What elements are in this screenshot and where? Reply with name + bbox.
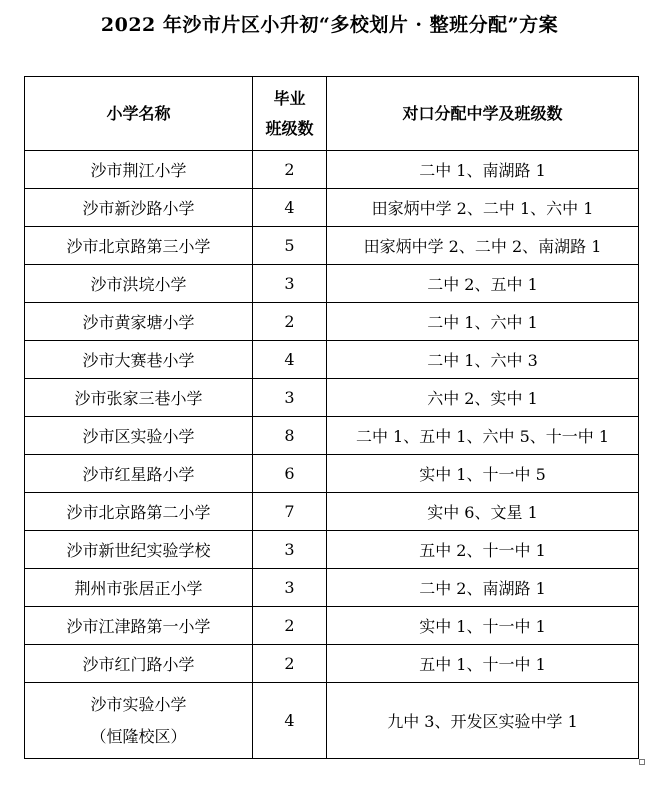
header-school-name: 小学名称 xyxy=(25,77,253,151)
class-count-cell: 4 xyxy=(253,341,327,379)
table-row xyxy=(25,341,639,379)
school-name-cell: 沙市区实验小学 xyxy=(25,417,253,455)
assignment-cell: 实中 6、文星 1 xyxy=(327,493,639,531)
table-row xyxy=(25,151,639,189)
class-count-cell: 3 xyxy=(253,569,327,607)
table-row xyxy=(25,227,639,265)
class-count-cell: 6 xyxy=(253,455,327,493)
document-title: 2022 年沙市片区小升初“多校划片 · 整班分配”方案 xyxy=(100,14,559,36)
table-row xyxy=(25,379,639,417)
class-count-cell: 2 xyxy=(253,645,327,683)
table-row xyxy=(25,683,639,759)
header-graduating-classes xyxy=(253,77,327,151)
school-name-cell: 沙市大赛巷小学 xyxy=(25,341,253,379)
table-row xyxy=(25,569,639,607)
corner-marker xyxy=(639,759,645,765)
school-name-cell: 沙市红门路小学 xyxy=(25,645,253,683)
header-classes-line2: 班级数 xyxy=(265,118,314,138)
header-classes-line1: 毕业 xyxy=(273,88,306,108)
header-assigned-schools: 对口分配中学及班级数 xyxy=(327,77,639,151)
assignment-cell: 九中 3、开发区实验中学 1 xyxy=(327,683,639,759)
allocation-table xyxy=(24,76,639,759)
school-name-cell: 沙市荆江小学 xyxy=(25,151,253,189)
table-header-row xyxy=(25,77,639,151)
school-name-cell: 荆州市张居正小学 xyxy=(25,569,253,607)
school-name-cell: 沙市新沙路小学 xyxy=(25,189,253,227)
table-row xyxy=(25,303,639,341)
class-count-cell: 2 xyxy=(253,303,327,341)
assignment-cell: 实中 1、十一中 5 xyxy=(327,455,639,493)
school-name-cell: 沙市北京路第三小学 xyxy=(25,227,253,265)
table-row xyxy=(25,417,639,455)
table-row xyxy=(25,189,639,227)
class-count-cell: 3 xyxy=(253,531,327,569)
class-count-cell: 4 xyxy=(253,189,327,227)
school-name-cell: 沙市黄家塘小学 xyxy=(25,303,253,341)
assignment-cell: 五中 2、十一中 1 xyxy=(327,531,639,569)
school-name-cell: 沙市江津路第一小学 xyxy=(25,607,253,645)
assignment-cell: 二中 1、六中 1 xyxy=(327,303,639,341)
assignment-cell: 实中 1、十一中 1 xyxy=(327,607,639,645)
school-name-cell: 沙市北京路第二小学 xyxy=(25,493,253,531)
school-name-cell: 沙市张家三巷小学 xyxy=(25,379,253,417)
assignment-cell: 田家炳中学 2、二中 2、南湖路 1 xyxy=(327,227,639,265)
class-count-cell: 4 xyxy=(253,683,327,759)
class-count-cell: 3 xyxy=(253,379,327,417)
table-row xyxy=(25,607,639,645)
class-count-cell: 2 xyxy=(253,151,327,189)
table-row xyxy=(25,493,639,531)
school-name-cell: 沙市新世纪实验学校 xyxy=(25,531,253,569)
class-count-cell: 5 xyxy=(253,227,327,265)
class-count-cell: 8 xyxy=(253,417,327,455)
assignment-cell: 二中 2、五中 1 xyxy=(327,265,639,303)
assignment-cell: 二中 2、南湖路 1 xyxy=(327,569,639,607)
class-count-cell: 7 xyxy=(253,493,327,531)
assignment-cell: 六中 2、实中 1 xyxy=(327,379,639,417)
table-body xyxy=(25,151,639,759)
assignment-cell: 五中 1、十一中 1 xyxy=(327,645,639,683)
table-row xyxy=(25,265,639,303)
class-count-cell: 2 xyxy=(253,607,327,645)
assignment-cell: 二中 1、南湖路 1 xyxy=(327,151,639,189)
assignment-cell: 二中 1、五中 1、六中 5、十一中 1 xyxy=(327,417,639,455)
table-row xyxy=(25,531,639,569)
school-name-line1: 沙市实验小学 xyxy=(90,694,187,714)
assignment-cell: 二中 1、六中 3 xyxy=(327,341,639,379)
class-count-cell: 3 xyxy=(253,265,327,303)
table-row xyxy=(25,455,639,493)
school-name-line2: （恒隆校区） xyxy=(90,726,187,746)
school-name-cell: 沙市洪垸小学 xyxy=(25,265,253,303)
assignment-cell: 田家炳中学 2、二中 1、六中 1 xyxy=(327,189,639,227)
school-name-cell: 沙市红星路小学 xyxy=(25,455,253,493)
table-row xyxy=(25,645,639,683)
school-name-cell xyxy=(25,683,253,759)
